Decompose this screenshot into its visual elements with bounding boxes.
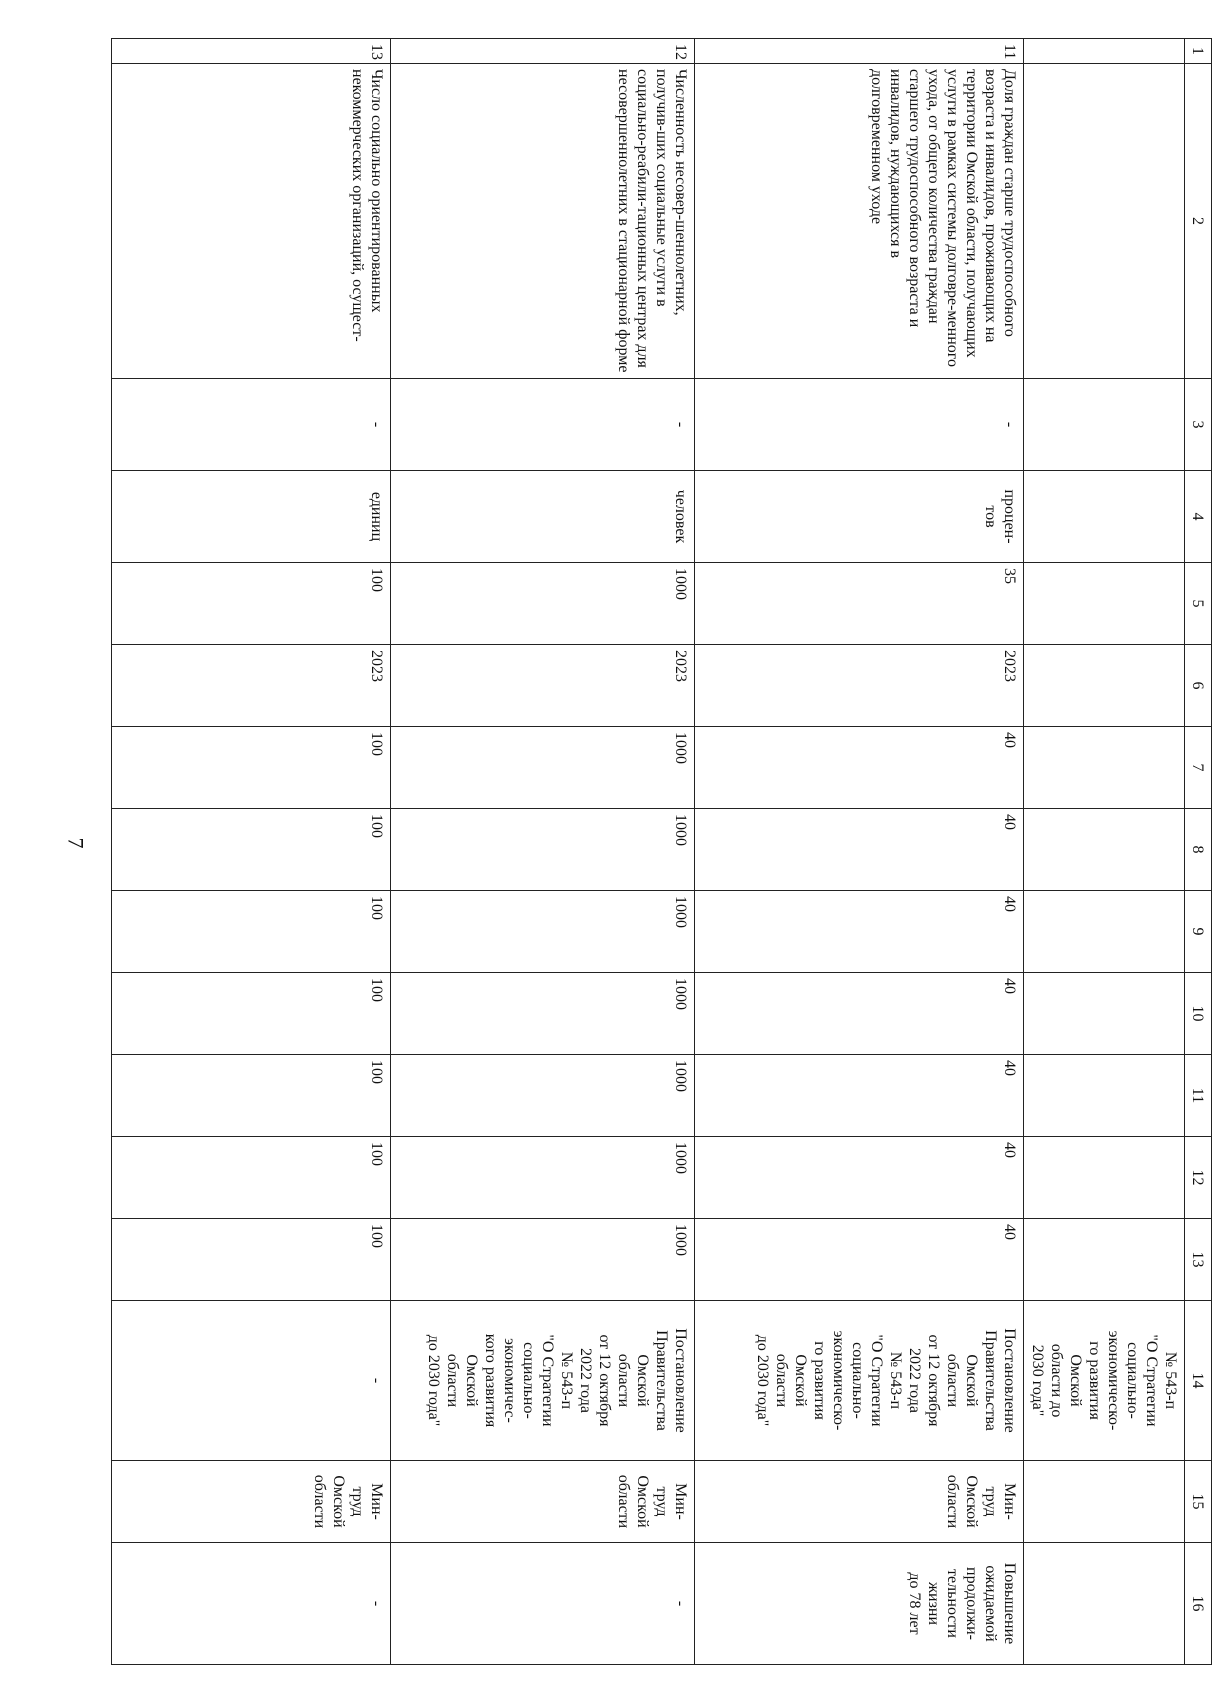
indicator-name: Численность несовер-шеннолетних, получив-ших социальные услуги в социально-реабили-тационных центрах для несовершеннолетних в стационарной форме [391,64,695,379]
row-number: 13 [112,39,391,64]
base-value: 100 [112,563,391,645]
column-number: 4 [1185,471,1212,563]
unit-cell: единиц [112,471,391,563]
cell-col3: - [695,379,1024,471]
cell-col3: - [391,379,695,471]
value-cell: 40 [695,1219,1024,1301]
unit-cell: процен- тов [695,471,1024,563]
page-number: 7 [63,837,89,849]
value-cell: 1000 [391,973,695,1055]
row-number: 12 [391,39,695,64]
column-number: 14 [1185,1301,1212,1461]
base-year: 2023 [391,645,695,727]
value-cell: 40 [695,727,1024,809]
column-number: 1 [1185,39,1212,64]
column-number: 16 [1185,1543,1212,1665]
column-number: 13 [1185,1219,1212,1301]
table-row [391,39,695,1665]
responsible-cell: Мин- труд Омской области [112,1461,391,1543]
indicator-name: Доля граждан старше трудоспособного возраста и инвалидов, проживающих на территории Омской области, получающих услуги в рамках системы долговре-менного ухода, от общего количества граждан старшего трудоспособного возраста и инвалидов, нуждающихся в долговременном уходе [695,64,1024,379]
base-year: 2023 [695,645,1024,727]
value-cell: 100 [112,727,391,809]
value-cell: 1000 [391,1137,695,1219]
value-cell: 40 [695,809,1024,891]
value-cell: 100 [112,1219,391,1301]
column-number: 9 [1185,891,1212,973]
column-number: 2 [1185,64,1212,379]
value-cell: 100 [112,809,391,891]
cell-col3: - [112,379,391,471]
value-cell: 100 [112,973,391,1055]
value-cell: 1000 [391,891,695,973]
column-number-row [1185,39,1212,1665]
value-cell: 40 [695,973,1024,1055]
table-row [695,39,1024,1665]
indicator-name: Число социально ориентированных некоммерческих организаций, осущест- [112,64,391,379]
base-year: 2023 [112,645,391,727]
indicators-table-rotated [132,38,1212,1645]
column-number: 6 [1185,645,1212,727]
row-number: 11 [695,39,1024,64]
table-row [112,39,391,1665]
column-number: 5 [1185,563,1212,645]
value-cell: 100 [112,1137,391,1219]
value-cell: 100 [112,891,391,973]
indicators-table [111,38,1212,1665]
column-number: 10 [1185,973,1212,1055]
responsible-cell: Мин- труд Омской области [695,1461,1024,1543]
column-number: 7 [1185,727,1212,809]
unit-cell: человек [391,471,695,563]
document-cell: Постановление Правительства Омской области от 12 октября 2022 года № 543-п "О Стратегии социально- экономическо- го развития Омской области до 2030 года" [695,1301,1024,1461]
value-cell: 1000 [391,809,695,891]
value-cell: 100 [112,1055,391,1137]
document-cell: - [112,1301,391,1461]
column-number: 3 [1185,379,1212,471]
base-value: 1000 [391,563,695,645]
column-number: 12 [1185,1137,1212,1219]
value-cell: 1000 [391,727,695,809]
column-number: 11 [1185,1055,1212,1137]
column-number: 8 [1185,809,1212,891]
goal-cell: - [391,1543,695,1665]
value-cell: 40 [695,891,1024,973]
value-cell: 40 [695,1055,1024,1137]
column-number: 15 [1185,1461,1212,1543]
base-value: 35 [695,563,1024,645]
value-cell: 1000 [391,1219,695,1301]
document-cell: № 543-п "О Стратегии социально- экономическо- го развития Омской области до 2030 года" [1024,1301,1185,1461]
value-cell: 40 [695,1137,1024,1219]
goal-cell: Повышение ожидаемой продолжи- тельности жизни до 78 лет [695,1543,1024,1665]
goal-cell: - [112,1543,391,1665]
responsible-cell: Мин- труд Омской области [391,1461,695,1543]
continuation-row [1024,39,1185,1665]
document-cell: Постановление Правительства Омской области от 12 октября 2022 года № 543-п "О Стратегии социально- экономичес- кого развития Омской области до 2030 года" [391,1301,695,1461]
value-cell: 1000 [391,1055,695,1137]
